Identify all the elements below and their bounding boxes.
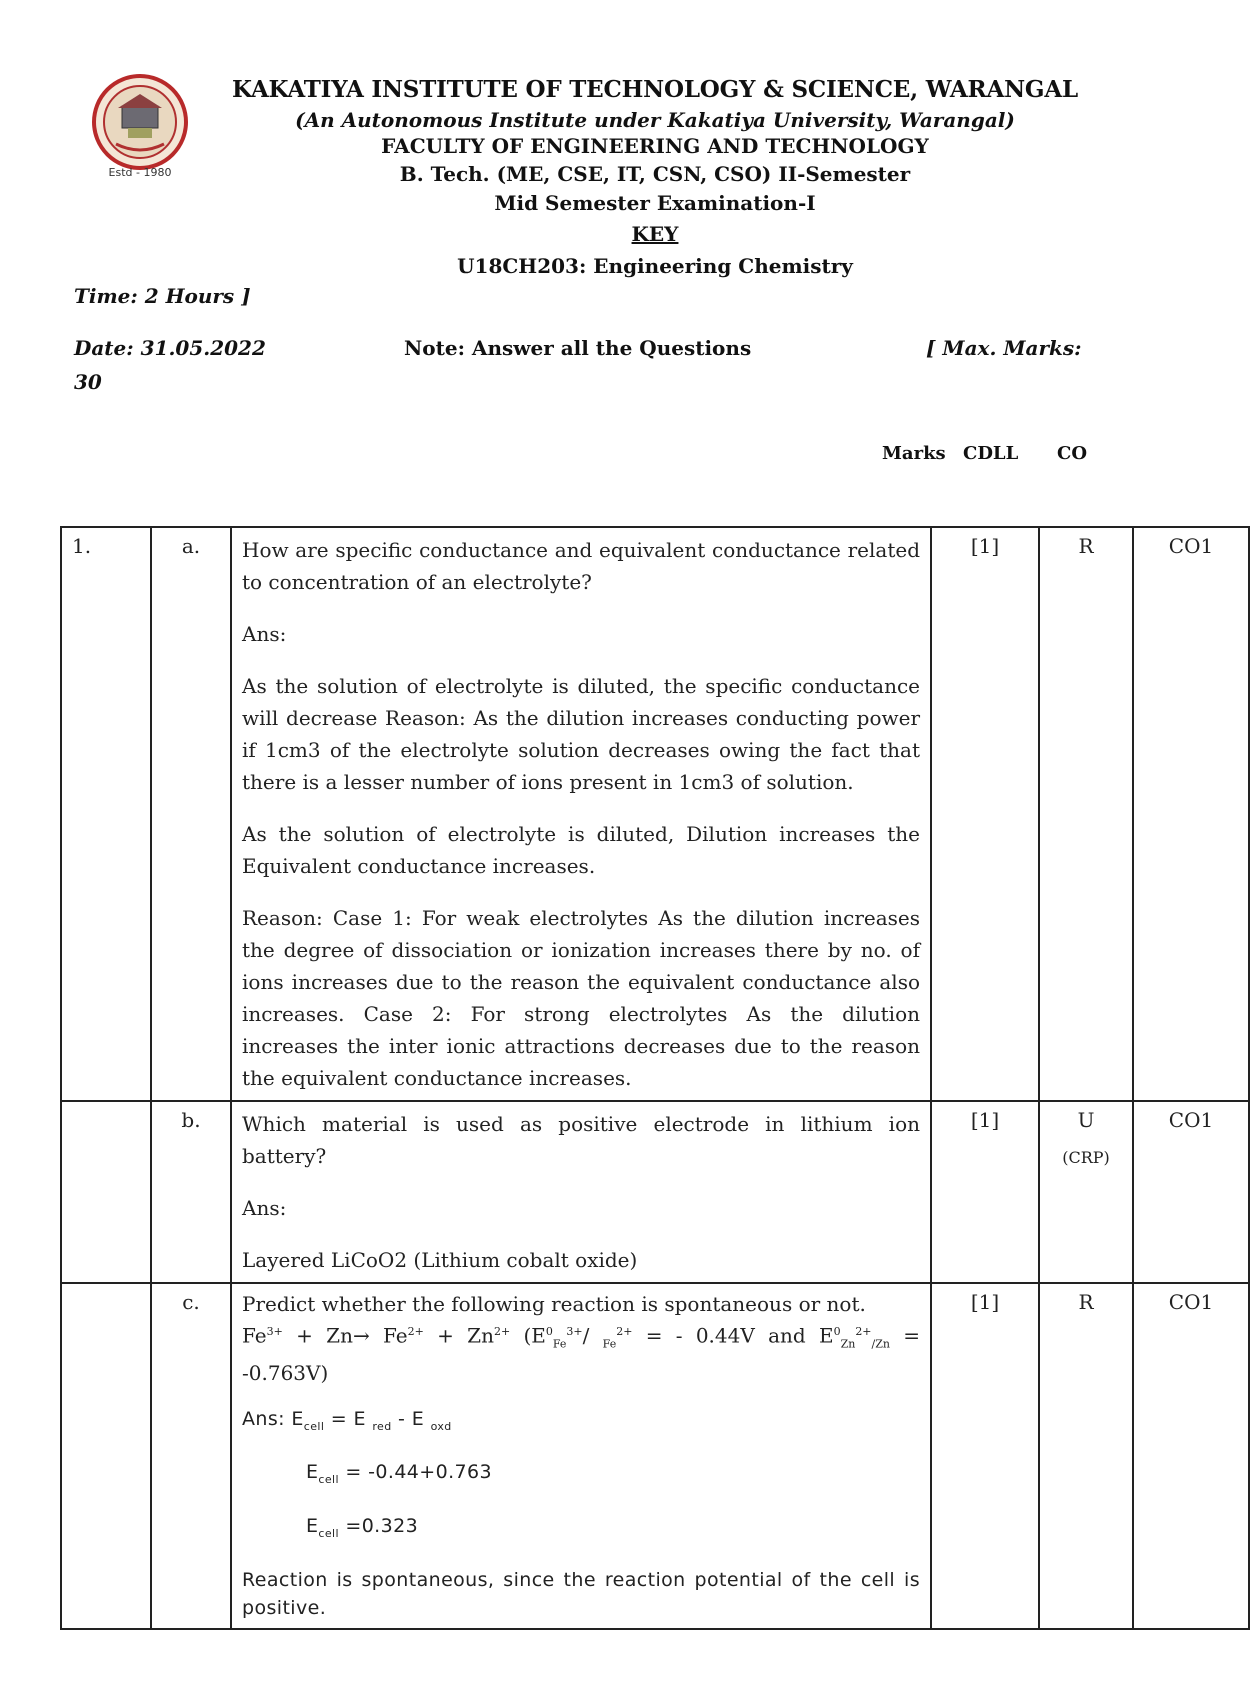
max-marks-label: [ Max. Marks:	[926, 336, 1082, 360]
answer-paragraph: As the solution of electrolyte is diluted, the specific conductance will decrease Reason: As the dilution increases conducting power if 1cm3 of the electrolyte solution decreases owing the fact that there is a lesser number of ions present in 1cm3 of solution.	[242, 674, 920, 794]
cdll-value: U	[1077, 1108, 1095, 1132]
subquestion-label: c.	[151, 1283, 231, 1629]
co-value: CO1	[1133, 1283, 1249, 1629]
question-text: Which material is used as positive electrode in lithium ion battery?	[242, 1112, 920, 1168]
answer-equation: $E_{cell} =0.323$	[306, 1515, 419, 1541]
subquestion-label: a.	[151, 527, 231, 1101]
answer-equation: Ans: $E_{cell} = E$ $_{red}$ - E $_{oxd}$	[242, 1407, 452, 1433]
cdll-cell	[1039, 1101, 1133, 1283]
faculty-name: FACULTY OF ENGINEERING AND TECHNOLOGY	[381, 134, 929, 158]
col-header-co: CO	[1057, 443, 1088, 464]
reaction-equation: $Fe^{3+} + Zn\to Fe^{2+} + Zn^{2+}$ ($E^0_{Fe}^{3+}/$ $_{Fe}^{2+}$ = - 0.44V and $E^0_{Zn}^{2+}_{/Zn} = -0.763V$)	[242, 1323, 921, 1385]
institute-subtitle: (An Autonomous Institute under Kakatiya University, Warangal)	[295, 108, 1015, 132]
exam-note: Note: Answer all the Questions	[404, 336, 752, 360]
answer-equation: $E_{cell} = -0.44+0.763$	[306, 1461, 493, 1487]
answer-paragraph: Reason: Case 1: For weak electrolytes As the dilution increases the degree of dissociation or ionization increases there by no. of ions increases due to the reason the equivalent conductance also increases. Case 2: For strong electrolytes As the dilution increases the inter ionic attractions decreases due to the reason the equivalent conductance increases.	[242, 906, 920, 1090]
key-heading: KEY	[631, 222, 679, 246]
answer-text: Layered LiCoO2 (Lithium cobalt oxide)	[242, 1248, 638, 1272]
answer-label: Ans:	[242, 1196, 287, 1220]
questions-table	[60, 526, 1250, 1630]
co-value: CO1	[1133, 527, 1249, 1101]
marks-value: [1]	[931, 527, 1039, 1101]
question-number: 1.	[61, 527, 151, 1101]
co-value: CO1	[1133, 1101, 1249, 1283]
answer-conclusion: Reaction is spontaneous, since the reaction potential of the cell is positive.	[242, 1569, 920, 1620]
max-marks-value: 30	[74, 370, 102, 394]
exam-date: Date: 31.05.2022	[74, 336, 266, 360]
program-line: B. Tech. (ME, CSE, IT, CSN, CSO) II-Semester	[399, 162, 911, 186]
logo-year: Estd - 1980	[108, 166, 172, 179]
question-cell	[231, 527, 931, 1101]
table-row	[61, 527, 1249, 1101]
cdll-value: R	[1039, 1283, 1133, 1629]
exam-time: Time: 2 Hours ]	[74, 284, 251, 308]
question-text: How are specific conductance and equivalent conductance related to concentration of an electrolyte?	[242, 538, 920, 594]
cdll-subvalue: (CRP)	[1062, 1148, 1110, 1167]
question-cell	[231, 1101, 931, 1283]
marks-value: [1]	[931, 1101, 1039, 1283]
marks-value: [1]	[931, 1283, 1039, 1629]
col-header-cdll: CDLL	[963, 443, 1019, 464]
table-row	[61, 1101, 1249, 1283]
cdll-value: R	[1039, 527, 1133, 1101]
col-header-marks: Marks	[882, 443, 946, 464]
institute-name: KAKATIYA INSTITUTE OF TECHNOLOGY & SCIENCE, WARANGAL	[231, 76, 1078, 103]
institute-logo	[86, 72, 194, 180]
table-row	[61, 1283, 1249, 1629]
exam-name: Mid Semester Examination-I	[494, 191, 816, 215]
answer-label: Ans:	[242, 622, 287, 646]
course-title: U18CH203: Engineering Chemistry	[457, 254, 853, 278]
question-cell	[231, 1283, 931, 1629]
subquestion-label: b.	[151, 1101, 231, 1283]
question-text: Predict whether the following reaction is spontaneous or not.	[242, 1292, 866, 1316]
answer-paragraph: As the solution of electrolyte is diluted, Dilution increases the Equivalent conductance increases.	[242, 822, 920, 878]
